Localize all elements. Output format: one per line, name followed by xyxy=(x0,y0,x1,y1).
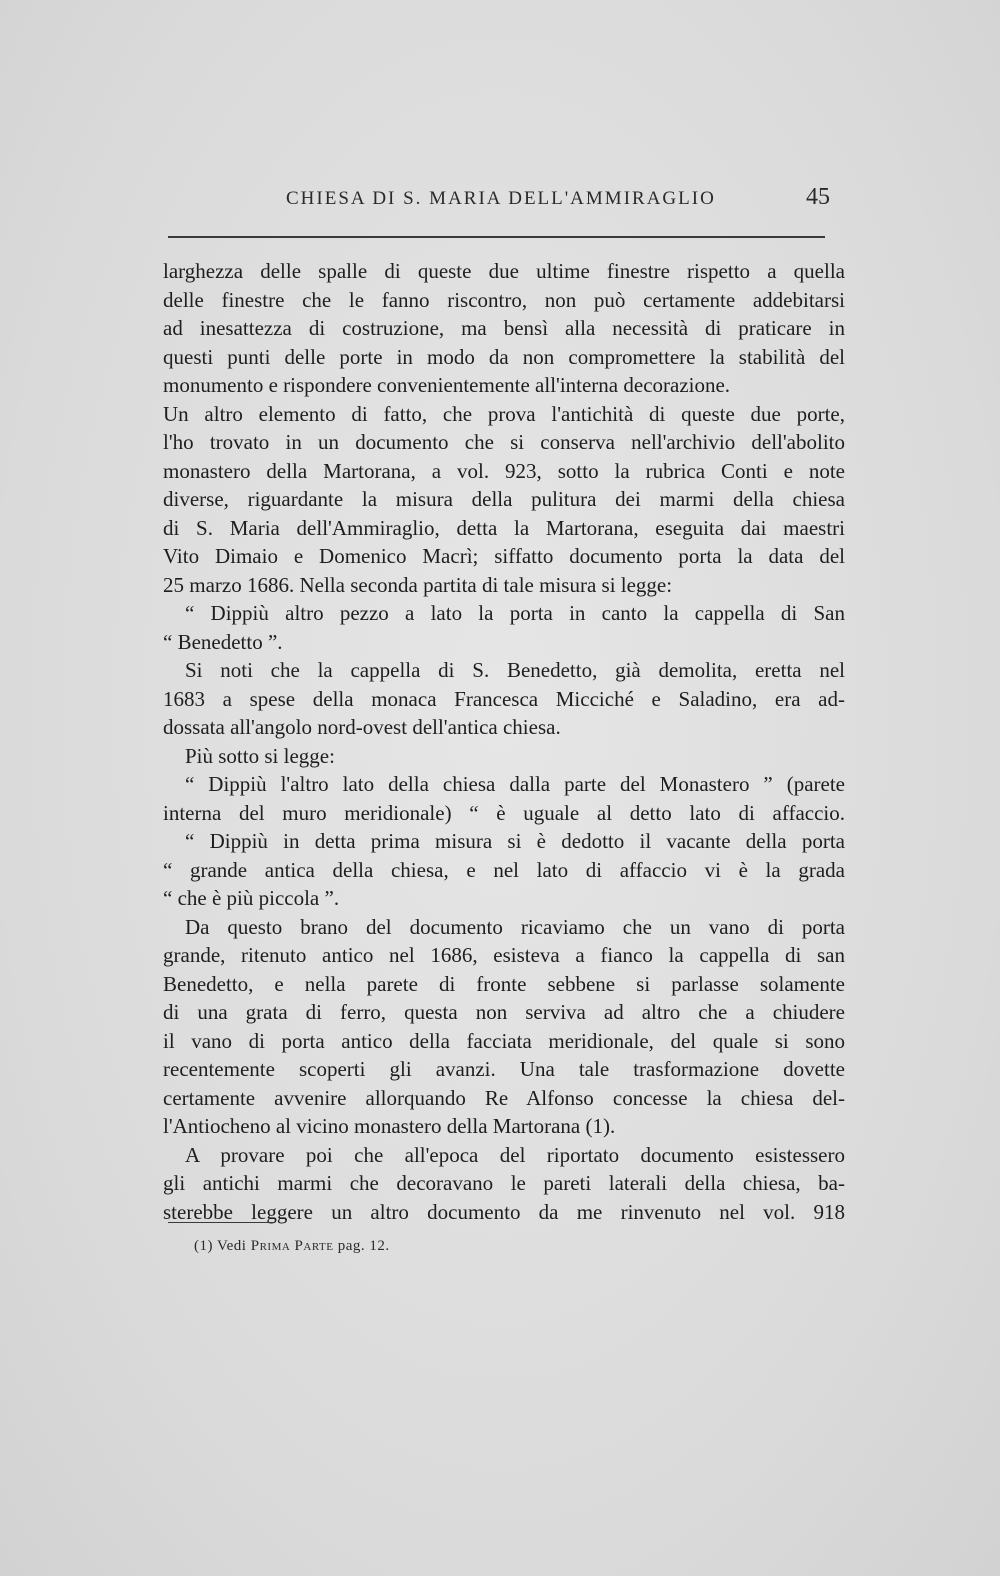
text-line: Un altro elemento di fatto, che prova l'antichità di queste due porte, xyxy=(163,401,845,426)
footnote xyxy=(194,1238,390,1255)
footnote-rule xyxy=(168,1222,274,1223)
text-line: “ Dippiù altro pezzo a lato la porta in canto la cappella di San xyxy=(185,601,845,625)
text-line: monumento e rispondere convenientemente all'interna decorazione. xyxy=(163,373,731,397)
text-line: gli antichi marmi che decoravano le pareti laterali della chiesa, ba- xyxy=(163,1171,845,1195)
text-line: “ grande antica della chiesa, e nel lato di affaccio vi è la grada xyxy=(163,857,845,882)
page-number: 45 xyxy=(806,184,830,210)
text-line: sterebbe leggere un altro documento da me rinvenuto nel vol. 918 xyxy=(163,1199,845,1224)
text-line: “ che è più piccola ”. xyxy=(163,886,340,910)
text-line: “ Dippiù l'altro lato della chiesa dalla parte del Monastero ” (parete xyxy=(185,772,845,796)
text-line: A provare poi che all'epoca del riportato documento esistessero xyxy=(185,1142,845,1167)
text-line: Si noti che la cappella di S. Benedetto, già demolita, eretta nel xyxy=(185,658,845,682)
text-line: Da questo brano del documento ricaviamo che un vano di porta xyxy=(185,914,845,939)
text-line: l'ho trovato in un documento che si conserva nell'archivio dell'abolito xyxy=(163,430,845,454)
text-line: monastero della Martorana, a vol. 923, sotto la rubrica Conti e note xyxy=(163,458,845,483)
text-line: 1683 a spese della monaca Francesca Micciché e Saladino, era ad- xyxy=(163,686,845,711)
header-rule xyxy=(168,236,825,238)
text-line: Vito Dimaio e Domenico Macrì; siffatto documento porta la data del xyxy=(163,544,845,568)
text-line: di S. Maria dell'Ammiraglio, detta la Martorana, eseguita dai maestri xyxy=(163,515,845,540)
text-line: diverse, riguardante la misura della pulitura dei marmi della chiesa xyxy=(163,487,845,511)
text-line: ad inesattezza di costruzione, ma bensì alla necessità di praticare in xyxy=(163,316,845,340)
footnote-text-after: pag. 12. xyxy=(337,1238,390,1254)
body-text xyxy=(163,257,845,1226)
running-head: CHIESA DI S. MARIA DELL'AMMIRAGLIO xyxy=(286,188,716,209)
text-line: certamente avvenire allorquando Re Alfonso concesse la chiesa del- xyxy=(163,1085,845,1110)
text-line: interna del muro meridionale) “ è uguale al detto lato di affaccio. xyxy=(163,800,845,825)
text-line: il vano di porta antico della facciata meridionale, del quale si sono xyxy=(163,1028,845,1053)
text-line: questi punti delle porte in modo da non compromettere la stabilità del xyxy=(163,344,845,369)
footnote-small-caps: Prima Parte xyxy=(250,1238,334,1254)
footnote-text-before: Vedi xyxy=(216,1238,247,1254)
text-line: Benedetto, e nella parete di fronte sebbene si parlasse solamente xyxy=(163,971,845,996)
text-line: grande, ritenuto antico nel 1686, esisteva a fianco la cappella di san xyxy=(163,943,845,967)
text-line: “ Benedetto ”. xyxy=(163,629,283,654)
text-line: 25 marzo 1686. Nella seconda partita di tale misura si legge: xyxy=(163,572,673,597)
text-line: l'Antiocheno al vicino monastero della Martorana (1). xyxy=(163,1114,616,1138)
text-line: larghezza delle spalle di queste due ultime finestre rispetto a quella xyxy=(163,259,845,283)
footnote-marker: (1) xyxy=(194,1238,213,1254)
text-line: “ Dippiù in detta prima misura si è dedotto il vacante della porta xyxy=(185,829,845,853)
text-line: dossata all'angolo nord-ovest dell'antica chiesa. xyxy=(163,715,561,739)
text-line: recentemente scoperti gli avanzi. Una tale trasformazione dovette xyxy=(163,1057,845,1081)
text-line: di una grata di ferro, questa non serviva ad altro che a chiudere xyxy=(163,1000,845,1024)
text-line: delle finestre che le fanno riscontro, non può certamente addebitarsi xyxy=(163,287,845,312)
text-line: Più sotto si legge: xyxy=(185,743,335,768)
